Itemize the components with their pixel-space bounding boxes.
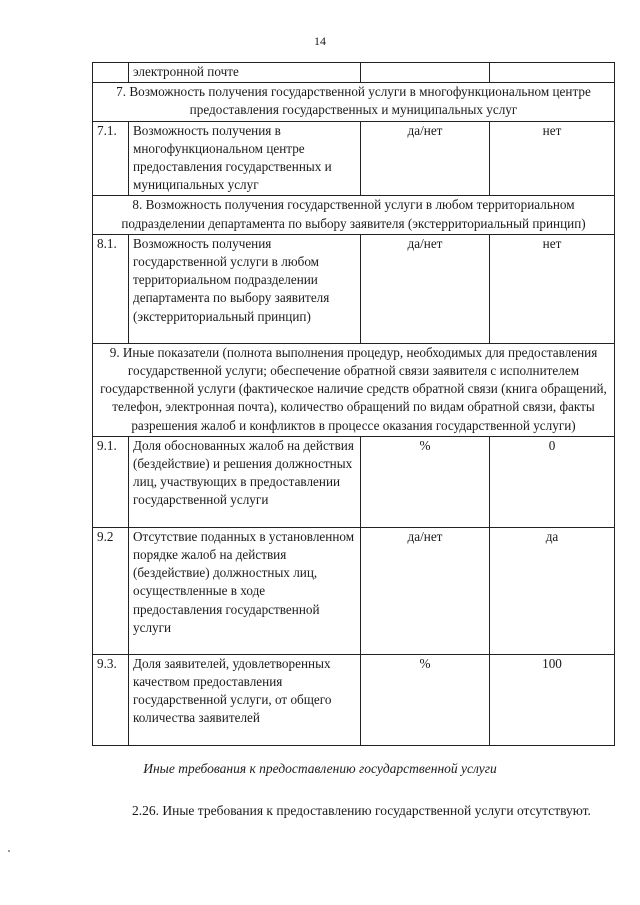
section-title: 7. Возможность получения государственной услуги в многофункциональном центре предоставления государственных и муниципальных услуг <box>93 83 615 121</box>
body-paragraph: 2.26. Иные требования к предоставлению государственной услуги отсутствуют. <box>132 803 591 818</box>
table-row <box>93 654 615 745</box>
indicators-table <box>92 62 615 746</box>
section-row-8 <box>93 196 615 234</box>
cell-unit: да/нет <box>361 234 490 343</box>
cell-norm: 100 <box>490 654 615 745</box>
table-row <box>93 121 615 196</box>
section-row-9 <box>93 343 615 436</box>
cell-num: 8.1. <box>93 234 129 343</box>
cell-num: 9.2 <box>93 527 129 654</box>
table-row <box>93 234 615 343</box>
cell-name: Доля заявителей, удовлетворенных качеством предоставления государственной услуги, от общего количества заявителей <box>129 654 361 745</box>
section-heading: Иные требования к предоставлению государственной услуги <box>143 761 497 776</box>
cell-num <box>93 63 129 83</box>
cell-norm: нет <box>490 121 615 196</box>
table-row <box>93 436 615 527</box>
cell-num: 9.1. <box>93 436 129 527</box>
cell-num: 9.3. <box>93 654 129 745</box>
cell-unit: % <box>361 436 490 527</box>
cell-num: 7.1. <box>93 121 129 196</box>
table-row <box>93 527 615 654</box>
cell-name: электронной почте <box>129 63 361 83</box>
section-title: 8. Возможность получения государственной услуги в любом территориальном подразделении департамента по выбору заявителя (экстерриториальный принцип) <box>93 196 615 234</box>
cell-name: Отсутствие поданных в установленном порядке жалоб на действия (бездействие) должностных лиц, осуществленные в ходе предоставления государственной услуги <box>129 527 361 654</box>
cell-norm <box>490 63 615 83</box>
cell-norm: да <box>490 527 615 654</box>
cell-norm: нет <box>490 234 615 343</box>
cell-name: Доля обоснованных жалоб на действия (бездействие) и решения должностных лиц, участвующих в предоставлении государственной услуги <box>129 436 361 527</box>
cell-unit: да/нет <box>361 121 490 196</box>
cell-name: Возможность получения государственной услуги в любом территориальном подразделении департамента по выбору заявителя (экстерриториальный принцип) <box>129 234 361 343</box>
cell-unit: % <box>361 654 490 745</box>
section-row-7 <box>93 83 615 121</box>
page-number: 14 <box>314 34 326 48</box>
section-title: 9. Иные показатели (полнота выполнения процедур, необходимых для предоставления государственной услуги; обеспечение обратной связи заявителя с исполнителем государственной услуги (фактическое наличие средств обратной связи (книга обращений, телефон, электронная почта), количество обращений по видам обратной связи, факты разрешения жалоб и конфликтов в процессе оказания государственной услуги) <box>93 343 615 436</box>
cell-name: Возможность получения в многофункциональном центре предоставления государственных и муниципальных услуг <box>129 121 361 196</box>
table-row-continuation <box>93 63 615 83</box>
cell-unit: да/нет <box>361 527 490 654</box>
cell-unit <box>361 63 490 83</box>
cell-norm: 0 <box>490 436 615 527</box>
scan-speck <box>8 850 10 852</box>
